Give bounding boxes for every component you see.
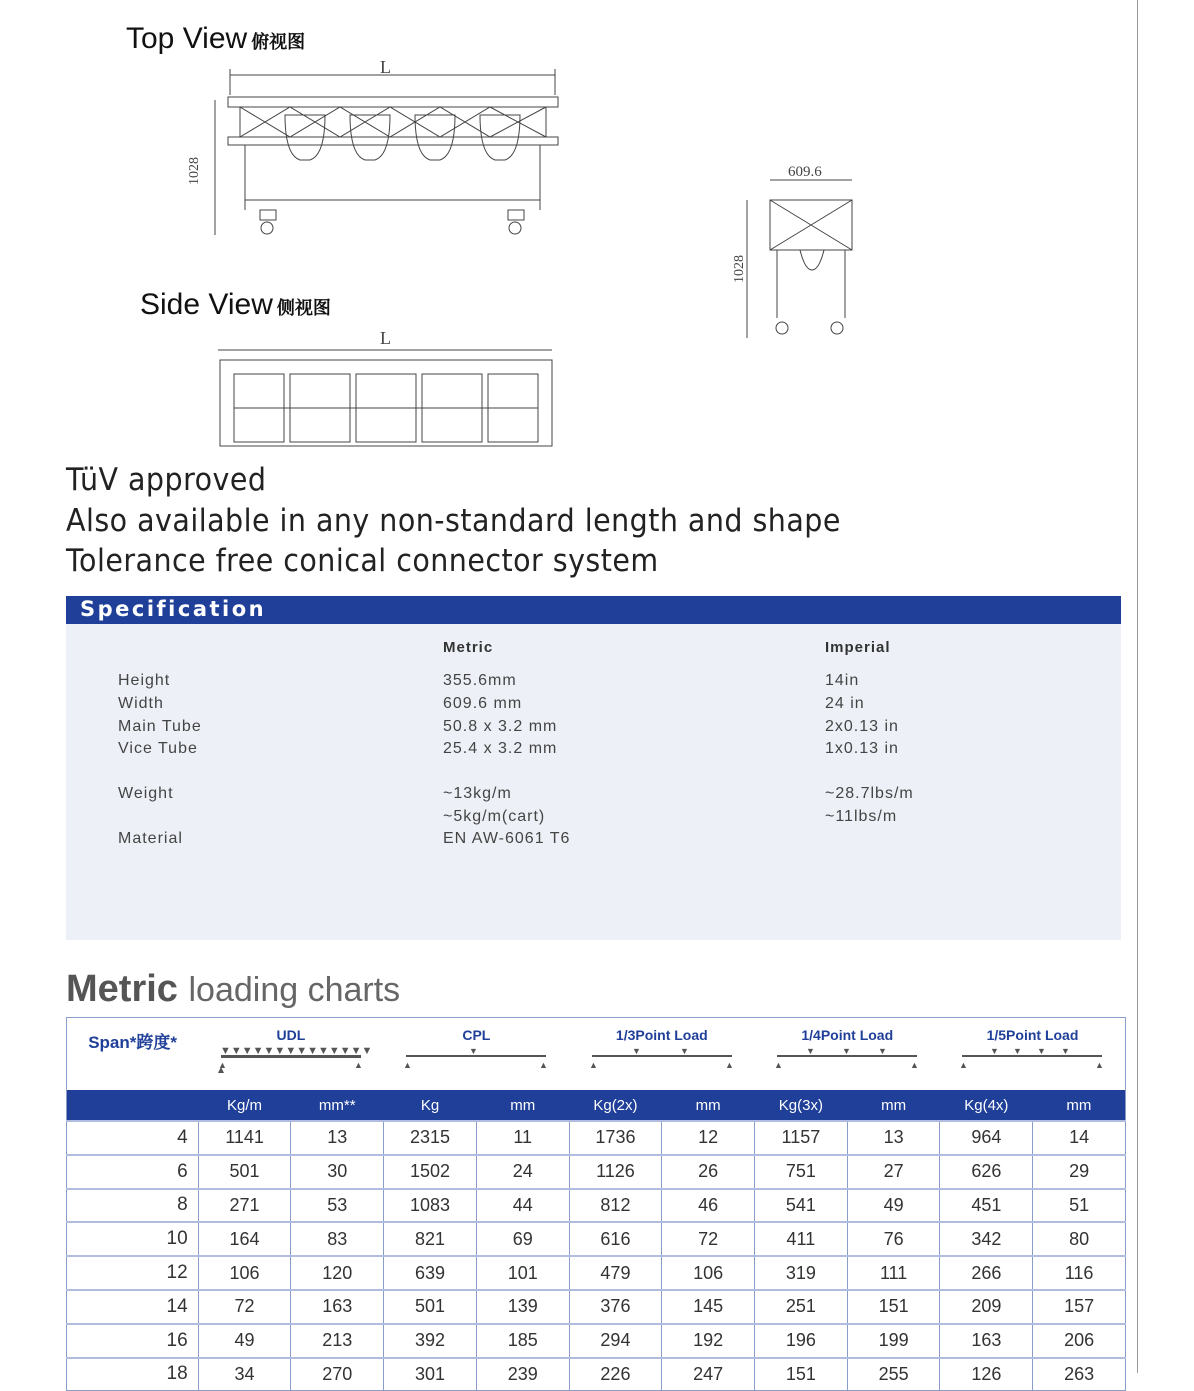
fifth-point-load-icon (957, 1043, 1107, 1069)
table-cell: 80 (1033, 1222, 1126, 1256)
table-cell: 72 (662, 1222, 755, 1256)
table-cell: 111 (847, 1256, 940, 1290)
side-view-drawing (210, 322, 570, 457)
table-cell: 126 (940, 1358, 1033, 1391)
spec-metric: 25.4 x 3.2 mm (443, 740, 558, 757)
table-cell: 51 (1033, 1189, 1126, 1223)
imperial-column-header: Imperial (825, 639, 891, 656)
table-row (67, 1324, 1126, 1358)
svg-text:▲: ▲ (1095, 1060, 1105, 1070)
table-cell: 964 (940, 1121, 1033, 1155)
table-cell: 106 (198, 1256, 291, 1290)
table-cell: 116 (1033, 1256, 1126, 1290)
svg-text:▲: ▲ (353, 1060, 363, 1070)
table-cell: 26 (662, 1155, 755, 1189)
table-cell: 30 (291, 1155, 384, 1189)
svg-text:▲: ▲ (588, 1060, 598, 1070)
table-cell: 501 (198, 1155, 291, 1189)
table-row (67, 1155, 1126, 1189)
table-cell: 46 (662, 1189, 755, 1223)
svg-text:▲: ▲ (910, 1060, 920, 1070)
table-cell: 192 (662, 1324, 755, 1358)
units-row (67, 1090, 1126, 1121)
svg-text:▼: ▼ (1037, 1046, 1047, 1056)
table-cell: 626 (940, 1155, 1033, 1189)
table-cell: 451 (940, 1189, 1033, 1223)
table-cell: 209 (940, 1290, 1033, 1324)
table-cell: 157 (1033, 1290, 1126, 1324)
table-cell: 319 (755, 1256, 848, 1290)
table-cell: 301 (384, 1358, 477, 1391)
spec-metric: ~5kg/m(cart) (443, 808, 546, 825)
svg-text:L: L (380, 328, 391, 348)
table-row (67, 1256, 1126, 1290)
unit-header: Kg(3x) (755, 1090, 848, 1121)
table-cell: 29 (1033, 1155, 1126, 1189)
svg-text:▲: ▲ (724, 1060, 734, 1070)
spec-label: Weight (118, 785, 174, 802)
svg-text:▼: ▼ (842, 1046, 852, 1056)
table-cell: 27 (847, 1155, 940, 1189)
unit-header: mm (847, 1090, 940, 1121)
table-cell: 13 (847, 1121, 940, 1155)
table-cell: 294 (569, 1324, 662, 1358)
table-cell: 49 (847, 1189, 940, 1223)
third-point-load-icon (587, 1043, 737, 1069)
spec-metric: 355.6mm (443, 672, 517, 689)
feature-custom-length: Also available in any non-standard length and shape (66, 503, 841, 539)
spec-label: Vice Tube (118, 740, 198, 757)
svg-text:▼▼▼▼▼▼▼▼▼▼▼▼▼▼: ▼▼▼▼▼▼▼▼▼▼▼▼▼▼ (219, 1045, 373, 1057)
table-cell: 101 (476, 1256, 569, 1290)
table-cell: 11 (476, 1121, 569, 1155)
svg-text:▲: ▲ (403, 1060, 413, 1070)
table-cell: 1141 (198, 1121, 291, 1155)
table-cell: 83 (291, 1222, 384, 1256)
feature-connector: Tolerance free conical connector system (66, 543, 659, 579)
cpl-load-icon (401, 1043, 551, 1069)
unit-header: mm (662, 1090, 755, 1121)
table-cell: 24 (476, 1155, 569, 1189)
table-cell: 226 (569, 1358, 662, 1391)
table-cell: 69 (476, 1222, 569, 1256)
table-cell: 266 (940, 1256, 1033, 1290)
svg-text:▼: ▼ (469, 1046, 479, 1056)
table-cell: 271 (198, 1189, 291, 1223)
unit-header: mm** (291, 1090, 384, 1121)
unit-header: Kg (384, 1090, 477, 1121)
table-cell: 163 (940, 1324, 1033, 1358)
table-cell: 376 (569, 1290, 662, 1324)
svg-text:▲: ▲ (774, 1060, 784, 1070)
table-cell: 196 (755, 1324, 848, 1358)
svg-text:▼: ▼ (878, 1046, 888, 1056)
top-view-drawing (170, 55, 570, 245)
udl-load-icon (216, 1043, 373, 1070)
table-cell: 206 (1033, 1324, 1126, 1358)
table-cell: 13 (291, 1121, 384, 1155)
spec-metric: 609.6 mm (443, 695, 523, 712)
spec-imperial: 24 in (825, 695, 865, 712)
table-cell: 185 (476, 1324, 569, 1358)
group-udl: UDL ▼▼▼▼▼▼▼▼▼▼▼▼▼▼ ▲ ▲ (198, 1018, 383, 1091)
table-cell: 342 (940, 1222, 1033, 1256)
svg-text:▼: ▼ (1013, 1046, 1023, 1056)
table-cell: 541 (755, 1189, 848, 1223)
metric-column-header: Metric (443, 639, 494, 656)
quarter-point-load-icon (772, 1043, 922, 1069)
svg-text:1028: 1028 (732, 255, 747, 283)
span-value: 12 (67, 1256, 199, 1290)
table-cell: 247 (662, 1358, 755, 1391)
span-value: 4 (67, 1121, 199, 1155)
spec-metric: 50.8 x 3.2 mm (443, 718, 558, 735)
specification-panel (66, 624, 1121, 940)
spec-imperial: 1x0.13 in (825, 740, 899, 757)
table-cell: 411 (755, 1222, 848, 1256)
page-edge-line (1137, 0, 1138, 1373)
table-cell: 501 (384, 1290, 477, 1324)
svg-text:1028: 1028 (187, 157, 202, 185)
table-cell: 199 (847, 1324, 940, 1358)
group-cpl: CPL ▼ ▲ ▲ (384, 1018, 569, 1091)
spec-metric: EN AW-6061 T6 (443, 830, 571, 847)
table-cell: 616 (569, 1222, 662, 1256)
svg-text:609.6: 609.6 (788, 164, 822, 180)
spec-imperial: 2x0.13 in (825, 718, 899, 735)
table-cell: 120 (291, 1256, 384, 1290)
table-cell: 44 (476, 1189, 569, 1223)
spec-imperial: 14in (825, 672, 860, 689)
svg-text:▼: ▼ (990, 1046, 1000, 1056)
span-value: 16 (67, 1324, 199, 1358)
span-value: 14 (67, 1290, 199, 1324)
table-cell: 151 (755, 1358, 848, 1391)
table-row (67, 1358, 1126, 1391)
top-view-title: Top View 俯视图 (126, 22, 306, 55)
unit-header: Kg/m (198, 1090, 291, 1121)
svg-text:▼: ▼ (631, 1046, 641, 1056)
table-cell: 1083 (384, 1189, 477, 1223)
table-cell: 34 (198, 1358, 291, 1391)
svg-text:▼: ▼ (679, 1046, 689, 1056)
svg-text:▼: ▼ (806, 1046, 816, 1056)
spec-label: Main Tube (118, 718, 202, 735)
table-cell: 751 (755, 1155, 848, 1189)
table-cell: 53 (291, 1189, 384, 1223)
table-cell: 76 (847, 1222, 940, 1256)
table-cell: 1157 (755, 1121, 848, 1155)
loading-table (66, 1017, 1126, 1391)
unit-header: mm (1033, 1090, 1126, 1121)
table-cell: 1502 (384, 1155, 477, 1189)
table-cell: 812 (569, 1189, 662, 1223)
table-cell: 139 (476, 1290, 569, 1324)
svg-text:▲: ▲ (217, 1060, 227, 1070)
loading-chart-title: Metric loading charts (66, 968, 401, 1010)
table-row (67, 1290, 1126, 1324)
table-cell: 1736 (569, 1121, 662, 1155)
table-cell: 1126 (569, 1155, 662, 1189)
table-cell: 164 (198, 1222, 291, 1256)
svg-text:L: L (380, 57, 391, 77)
table-cell: 251 (755, 1290, 848, 1324)
unit-header: Kg(4x) (940, 1090, 1033, 1121)
table-cell: 2315 (384, 1121, 477, 1155)
table-row (67, 1222, 1126, 1256)
span-header: Span*跨度* (88, 1033, 177, 1052)
specification-header: Specification (66, 596, 1121, 624)
spec-metric: ~13kg/m (443, 785, 512, 802)
table-cell: 255 (847, 1358, 940, 1391)
group-third-point: 1/3Point Load ▼ ▼ ▲ ▲ (569, 1018, 754, 1091)
table-cell: 239 (476, 1358, 569, 1391)
unit-header: Kg(2x) (569, 1090, 662, 1121)
table-cell: 163 (291, 1290, 384, 1324)
table-row (67, 1121, 1126, 1155)
table-cell: 49 (198, 1324, 291, 1358)
table-cell: 145 (662, 1290, 755, 1324)
span-value: 10 (67, 1222, 199, 1256)
table-row (67, 1189, 1126, 1223)
svg-text:▼: ▼ (1061, 1046, 1071, 1056)
feature-tuv: TüV approved (66, 462, 267, 498)
table-cell: 479 (569, 1256, 662, 1290)
svg-text:▲: ▲ (959, 1060, 969, 1070)
group-quarter-point: 1/4Point Load ▼ ▼ ▼ ▲ ▲ (755, 1018, 940, 1091)
table-cell: 821 (384, 1222, 477, 1256)
spec-label: Width (118, 695, 164, 712)
span-value: 6 (67, 1155, 199, 1189)
unit-header: mm (476, 1090, 569, 1121)
span-value: 8 (67, 1189, 199, 1223)
table-cell: 14 (1033, 1121, 1126, 1155)
table-cell: 12 (662, 1121, 755, 1155)
table-cell: 270 (291, 1358, 384, 1391)
table-cell: 639 (384, 1256, 477, 1290)
group-fifth-point: 1/5Point Load ▼ ▼ ▼ ▼ ▲ ▲ (940, 1018, 1126, 1091)
end-view-drawing (725, 158, 865, 348)
span-value: 18 (67, 1358, 199, 1391)
spec-imperial: ~28.7lbs/m (825, 785, 914, 802)
table-cell: 263 (1033, 1358, 1126, 1391)
side-view-title: Side View 侧视图 (140, 288, 331, 321)
spec-label: Material (118, 830, 183, 847)
table-cell: 72 (198, 1290, 291, 1324)
spec-label: Height (118, 672, 171, 689)
table-cell: 213 (291, 1324, 384, 1358)
spec-imperial: ~11lbs/m (825, 808, 898, 825)
table-cell: 106 (662, 1256, 755, 1290)
table-cell: 151 (847, 1290, 940, 1324)
table-cell: 392 (384, 1324, 477, 1358)
svg-text:▲: ▲ (539, 1060, 549, 1070)
